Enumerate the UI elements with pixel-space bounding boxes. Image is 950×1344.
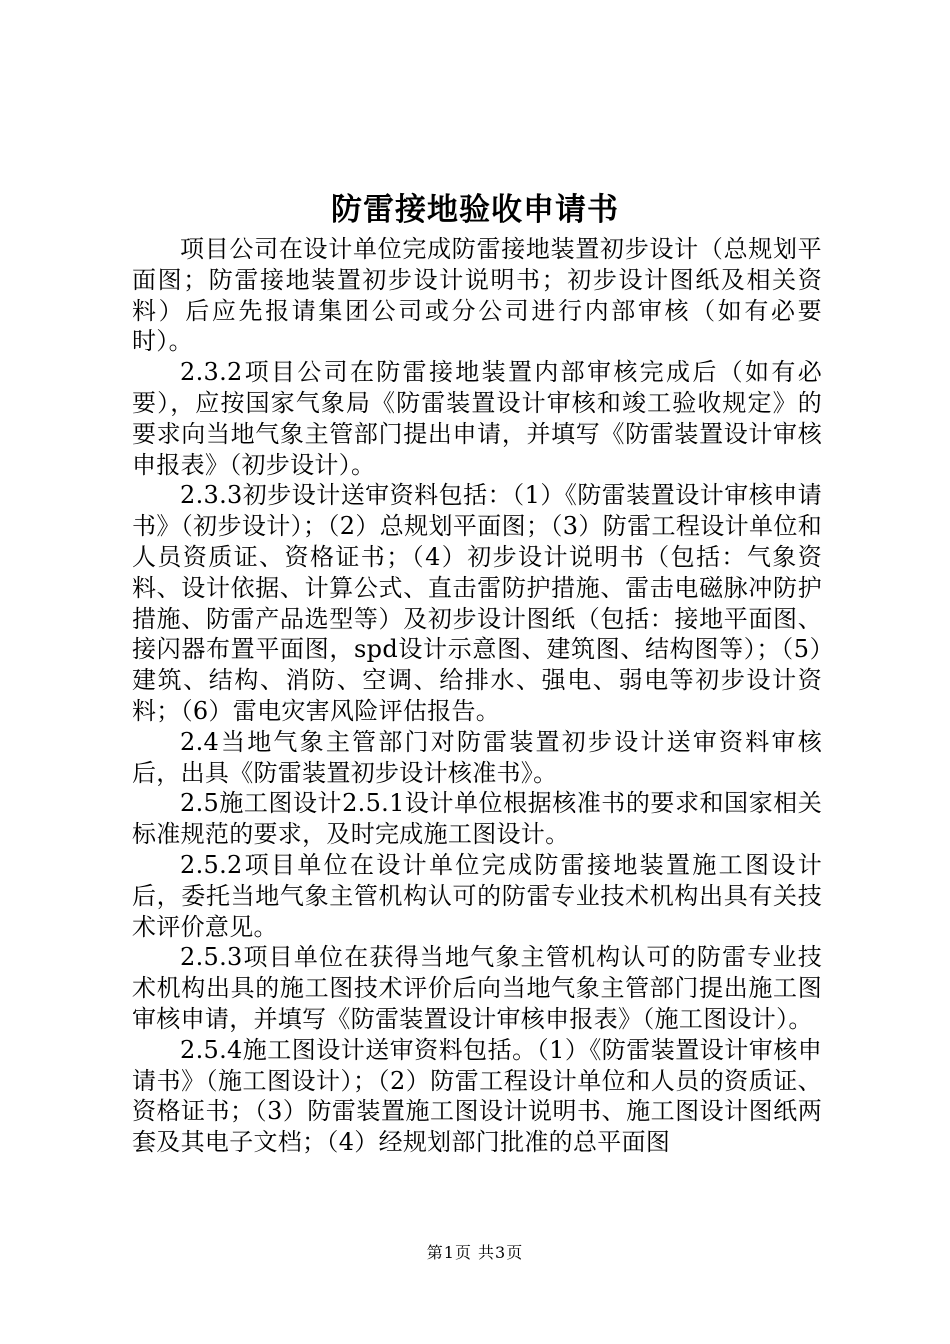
paragraph-8: 2.5.4施工图设计送审资料包括。（1）《防雷装置设计审核申请书》（施工图设计）；（2）防雷工程设计单位和人员的资质证、资格证书；（3）防雷装置施工图设计说明书、施工图设计图纸两套及其电子文档；（4）经规划部门批准的总平面图 xyxy=(132,1035,822,1157)
paragraph-7: 2.5.3项目单位在获得当地气象主管机构认可的防雷专业技术机构出具的施工图技术评价后向当地气象主管部门提出施工图审核申请，并填写《防雷装置设计审核申报表》（施工图设计）。 xyxy=(132,943,822,1033)
paragraph-6: 2.5.2项目单位在设计单位完成防雷接地装置施工图设计后，委托当地气象主管机构认可的防雷专业技术机构出具有关技术评价意见。 xyxy=(132,850,822,941)
paragraph-2: 2.3.2项目公司在防雷接地装置内部审核完成后（如有必要），应按国家气象局《防雷装置设计审核和竣工验收规定》的要求向当地气象主管部门提出申请，并填写《防雷装置设计审核申报表》（初步设计）。 xyxy=(132,358,822,479)
paragraph-3: 2.3.3初步设计送审资料包括：（1）《防雷装置设计审核申请书》（初步设计）；（2）总规划平面图；（3）防雷工程设计单位和人员资质证、资格证书；（4）初步设计说明书（包括：气象资料、设计依据、计算公式、直击雷防护措施、雷击电磁脉冲防护措施、防雷产品选型等）及初步设计图纸（包括：接地平面图、接闪器布置平面图，spd设计示意图、建筑图、结构图等）；（5）建筑、结构、消防、空调、给排水、强电、弱电等初步设计资料；（6）雷电灾害风险评估报告。 xyxy=(132,481,822,725)
document-title: 防雷接地验收申请书 xyxy=(331,192,619,228)
page-number-footer: 第1页 共3页 xyxy=(426,1243,524,1262)
document-body xyxy=(132,234,822,1158)
paragraph-5: 2.5施工图设计2.5.1设计单位根据核准书的要求和国家相关标准规范的要求，及时完成施工图设计。 xyxy=(132,789,822,849)
paragraph-1: 项目公司在设计单位完成防雷接地装置初步设计（总规划平面图；防雷接地装置初步设计说明书；初步设计图纸及相关资料）后应先报请集团公司或分公司进行内部审核（如有必要时）。 xyxy=(132,235,822,356)
paragraph-4: 2.4当地气象主管部门对防雷装置初步设计送审资料审核后，出具《防雷装置初步设计核准书》。 xyxy=(132,727,822,787)
